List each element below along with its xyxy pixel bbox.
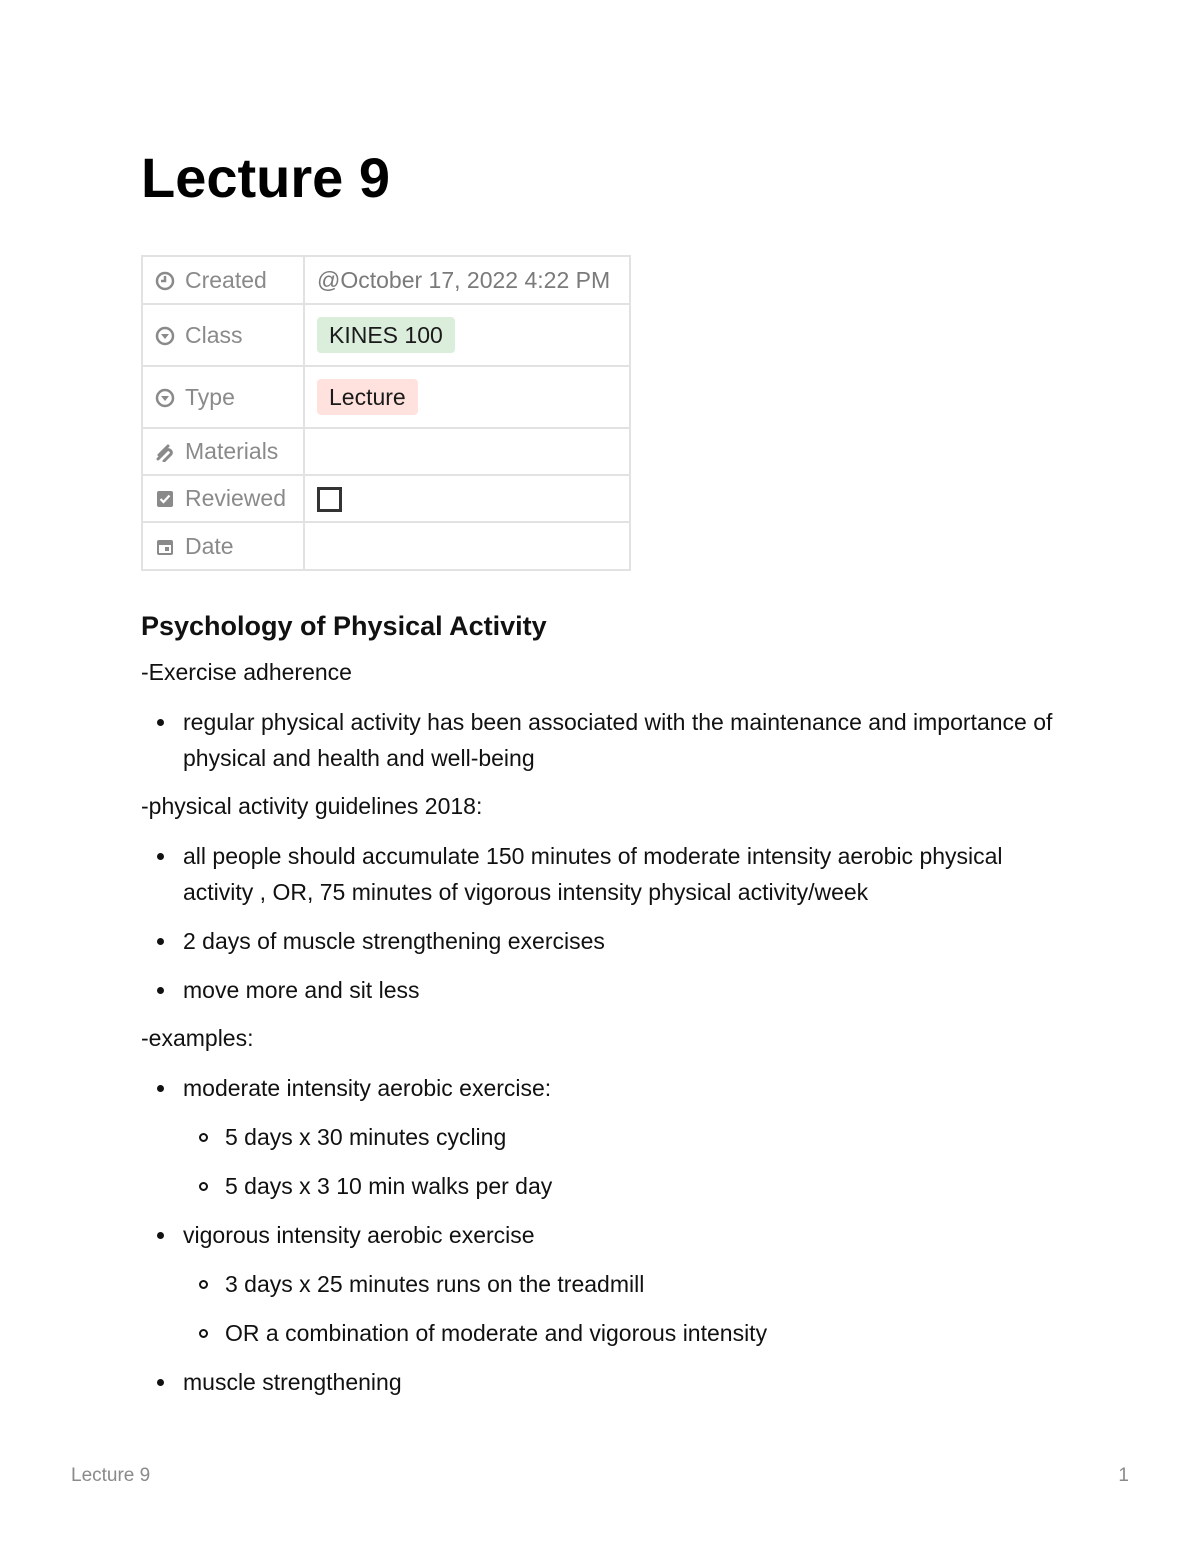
paragraph: -examples: [141,1025,254,1051]
sub-list-item: OR a combination of moderate and vigorous intensity [183,1315,1061,1351]
property-key-class [142,304,304,366]
checkbox-icon [155,489,175,509]
sub-bullet-list [183,1119,1061,1204]
property-label: Date [185,532,234,559]
sub-bullet-list [183,1266,1061,1351]
paragraph: -Exercise adherence [141,659,352,685]
list-item: all people should accumulate 150 minutes of moderate intensity aerobic physical activity , OR, 75 minutes of vigorous intensity physical activity/week [141,838,1061,910]
footer-title: Lecture 9 [71,1465,151,1486]
page-number: 1 [1118,1465,1129,1486]
bullet-list [141,704,1061,776]
property-value-materials[interactable] [304,428,630,475]
list-item: move more and sit less [141,972,1061,1008]
property-key-reviewed [142,475,304,522]
property-row-type [142,366,630,428]
clock-icon [155,271,175,291]
note-body [141,655,1061,1413]
property-key-type [142,366,304,428]
select-icon [155,326,175,346]
list-item: regular physical activity has been associated with the maintenance and importance of physical and health and well-being [141,704,1061,776]
property-row-date [142,522,630,570]
paragraph: -physical activity guidelines 2018: [141,793,483,819]
list-item: 2 days of muscle strengthening exercises [141,923,1061,959]
sub-list-item: 3 days x 25 minutes runs on the treadmill [183,1266,1061,1302]
list-item-text: moderate intensity aerobic exercise: [183,1075,552,1101]
paperclip-icon [155,442,175,462]
list-item: muscle strengthening [141,1364,1061,1400]
property-value-class[interactable] [304,304,630,366]
property-label: Reviewed [185,485,286,511]
property-label: Created [185,266,267,293]
property-value-reviewed [304,475,630,522]
list-item [141,1070,1061,1204]
bullet-list [141,1070,1061,1400]
property-label: Type [185,383,235,410]
sub-list-item: 5 days x 3 10 min walks per day [183,1168,1061,1204]
property-row-reviewed [142,475,630,522]
property-label: Materials [185,438,279,464]
property-value-type[interactable] [304,366,630,428]
property-row-materials [142,428,630,475]
property-key-created [142,256,304,304]
property-row-created [142,256,630,304]
page-title: Lecture 9 [141,146,390,209]
bullet-list [141,838,1061,1008]
property-value-created[interactable]: @October 17, 2022 4:22 PM [304,256,630,304]
calendar-icon [155,537,175,557]
sub-list-item: 5 days x 30 minutes cycling [183,1119,1061,1155]
reviewed-checkbox[interactable] [317,487,342,512]
property-key-materials [142,428,304,475]
list-item-text: vigorous intensity aerobic exercise [183,1222,535,1248]
property-label: Class [185,321,243,348]
properties-table [141,255,631,571]
list-item [141,1217,1061,1351]
property-key-date [142,522,304,570]
property-value-date[interactable] [304,522,630,570]
select-icon [155,388,175,408]
property-row-class [142,304,630,366]
type-tag[interactable]: Lecture [317,379,418,415]
section-heading: Psychology of Physical Activity [141,611,547,641]
class-tag[interactable]: KINES 100 [317,317,455,353]
